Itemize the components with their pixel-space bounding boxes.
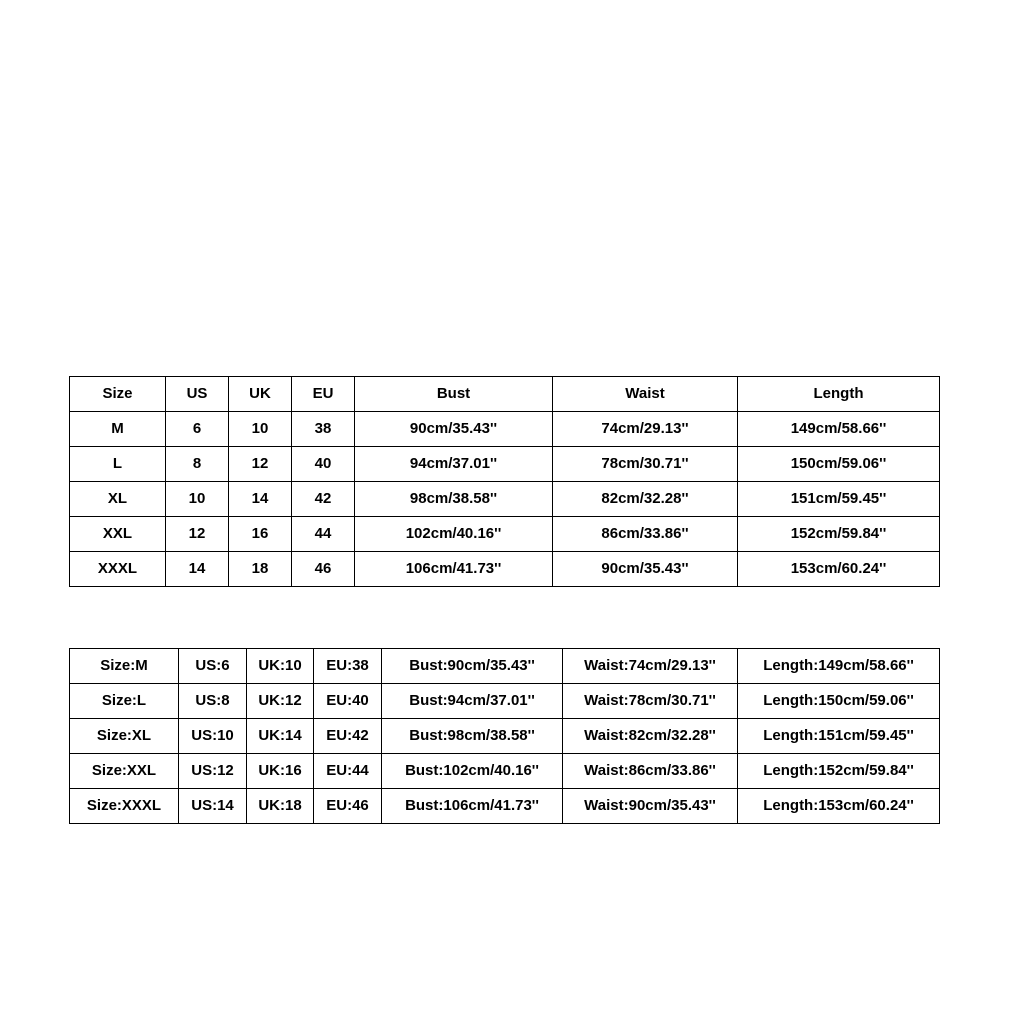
cell-eu: EU:42: [314, 719, 382, 754]
cell-waist: Waist:74cm/29.13'': [563, 649, 738, 684]
cell-eu: EU:44: [314, 754, 382, 789]
cell-uk: UK:10: [247, 649, 314, 684]
cell-uk: UK:14: [247, 719, 314, 754]
cell-bust: 106cm/41.73'': [355, 552, 553, 587]
table-row: [70, 447, 940, 482]
cell-bust: 98cm/38.58'': [355, 482, 553, 517]
cell-eu: EU:40: [314, 684, 382, 719]
cell-eu: EU:46: [314, 789, 382, 824]
cell-us: 8: [166, 447, 229, 482]
header-cell-us: US: [166, 377, 229, 412]
cell-size: L: [70, 447, 166, 482]
cell-uk: 12: [229, 447, 292, 482]
cell-bust: 102cm/40.16'': [355, 517, 553, 552]
cell-length: Length:150cm/59.06'': [738, 684, 940, 719]
cell-size: Size:XL: [70, 719, 179, 754]
cell-uk: UK:18: [247, 789, 314, 824]
cell-length: Length:153cm/60.24'': [738, 789, 940, 824]
cell-size: Size:M: [70, 649, 179, 684]
cell-eu: 40: [292, 447, 355, 482]
cell-uk: 16: [229, 517, 292, 552]
cell-uk: 14: [229, 482, 292, 517]
table-row: [70, 719, 940, 754]
table-row: [70, 517, 940, 552]
table-row: [70, 789, 940, 824]
cell-size: Size:XXL: [70, 754, 179, 789]
header-cell-waist: Waist: [553, 377, 738, 412]
cell-us: US:8: [179, 684, 247, 719]
cell-length: 150cm/59.06'': [738, 447, 940, 482]
cell-uk: 18: [229, 552, 292, 587]
cell-bust: Bust:90cm/35.43'': [382, 649, 563, 684]
cell-us: 6: [166, 412, 229, 447]
cell-length: Length:152cm/59.84'': [738, 754, 940, 789]
cell-uk: UK:12: [247, 684, 314, 719]
cell-size: Size:XXXL: [70, 789, 179, 824]
cell-waist: 86cm/33.86'': [553, 517, 738, 552]
cell-bust: 94cm/37.01'': [355, 447, 553, 482]
cell-waist: Waist:82cm/32.28'': [563, 719, 738, 754]
cell-bust: Bust:106cm/41.73'': [382, 789, 563, 824]
table-row: [70, 412, 940, 447]
cell-us: US:14: [179, 789, 247, 824]
cell-length: 153cm/60.24'': [738, 552, 940, 587]
cell-us: US:12: [179, 754, 247, 789]
cell-length: Length:151cm/59.45'': [738, 719, 940, 754]
cell-waist: 78cm/30.71'': [553, 447, 738, 482]
cell-size: XXXL: [70, 552, 166, 587]
cell-waist: Waist:86cm/33.86'': [563, 754, 738, 789]
cell-length: 151cm/59.45'': [738, 482, 940, 517]
cell-waist: 82cm/32.28'': [553, 482, 738, 517]
cell-size: M: [70, 412, 166, 447]
table-row: [70, 482, 940, 517]
cell-eu: 42: [292, 482, 355, 517]
cell-eu: EU:38: [314, 649, 382, 684]
cell-size: XXL: [70, 517, 166, 552]
header-cell-length: Length: [738, 377, 940, 412]
table-row: [70, 684, 940, 719]
header-cell-bust: Bust: [355, 377, 553, 412]
cell-waist: 74cm/29.13'': [553, 412, 738, 447]
cell-size: Size:L: [70, 684, 179, 719]
table-row: [70, 552, 940, 587]
cell-length: 149cm/58.66'': [738, 412, 940, 447]
cell-us: 14: [166, 552, 229, 587]
table-header-row: [70, 377, 940, 412]
cell-length: Length:149cm/58.66'': [738, 649, 940, 684]
cell-bust: Bust:102cm/40.16'': [382, 754, 563, 789]
cell-length: 152cm/59.84'': [738, 517, 940, 552]
cell-waist: 90cm/35.43'': [553, 552, 738, 587]
cell-us: US:6: [179, 649, 247, 684]
header-cell-eu: EU: [292, 377, 355, 412]
table-row: [70, 649, 940, 684]
size-chart-table-primary: [69, 376, 940, 587]
size-chart-table-secondary: [69, 648, 940, 824]
cell-us: US:10: [179, 719, 247, 754]
cell-us: 10: [166, 482, 229, 517]
cell-bust: Bust:98cm/38.58'': [382, 719, 563, 754]
cell-waist: Waist:78cm/30.71'': [563, 684, 738, 719]
cell-us: 12: [166, 517, 229, 552]
cell-eu: 44: [292, 517, 355, 552]
cell-eu: 46: [292, 552, 355, 587]
cell-bust: Bust:94cm/37.01'': [382, 684, 563, 719]
cell-waist: Waist:90cm/35.43'': [563, 789, 738, 824]
cell-eu: 38: [292, 412, 355, 447]
cell-size: XL: [70, 482, 166, 517]
table-row: [70, 754, 940, 789]
cell-uk: UK:16: [247, 754, 314, 789]
header-cell-size: Size: [70, 377, 166, 412]
cell-uk: 10: [229, 412, 292, 447]
header-cell-uk: UK: [229, 377, 292, 412]
cell-bust: 90cm/35.43'': [355, 412, 553, 447]
